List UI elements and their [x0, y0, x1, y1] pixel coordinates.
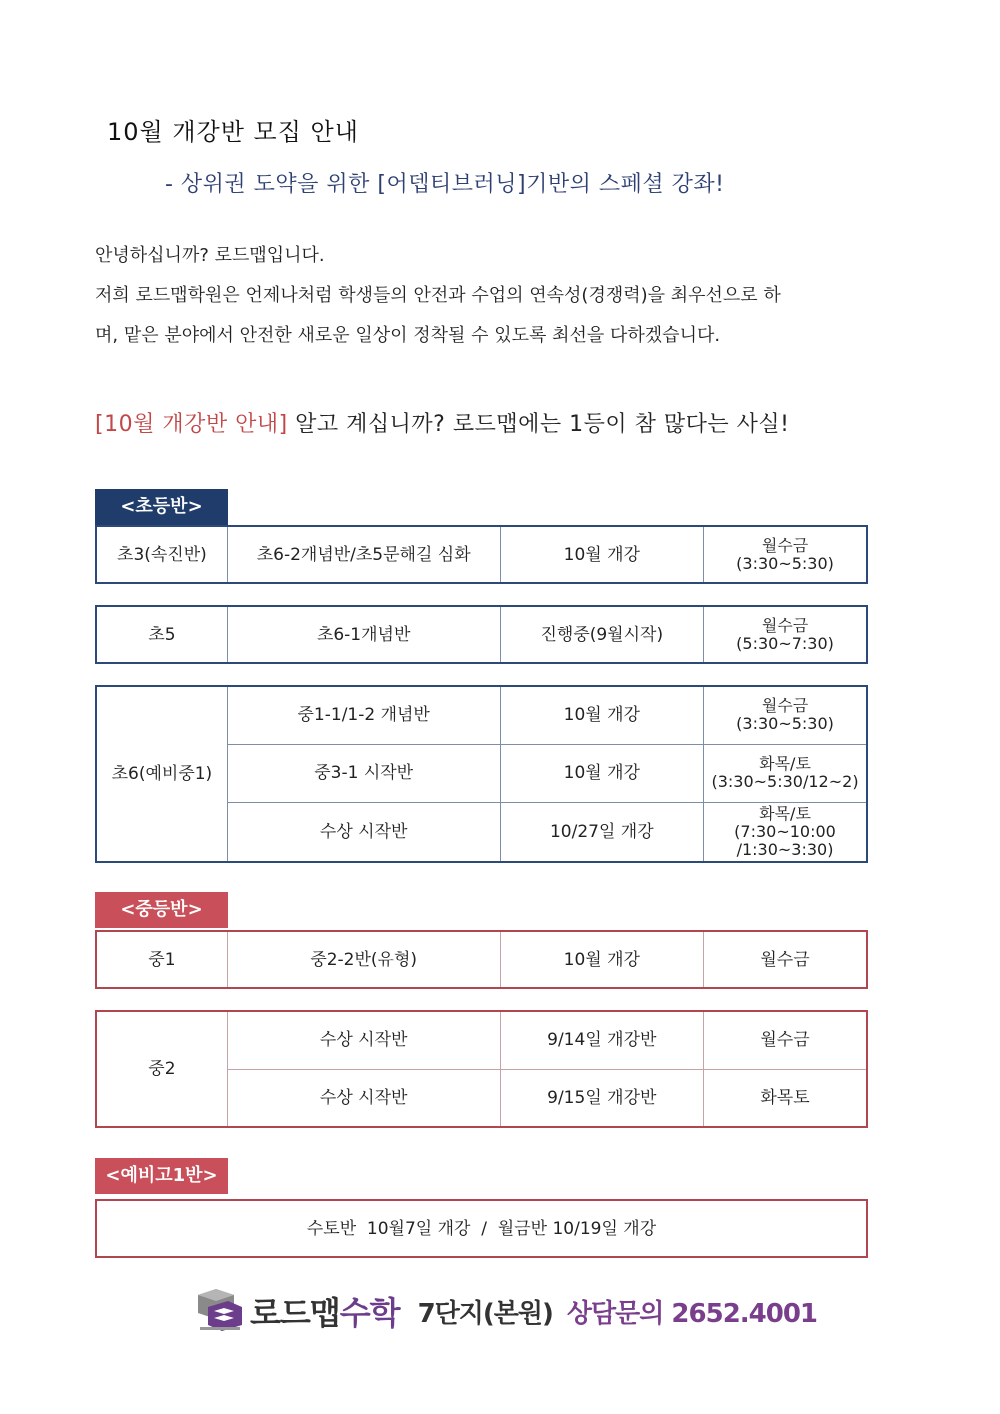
- table-row: [96, 1011, 867, 1069]
- highlight-text: 알고 계십니까? 로드맵에는 1등이 참 많다는 사실!: [287, 412, 790, 437]
- status-cell: 9/15일 개강반: [500, 1069, 704, 1127]
- table-row: [96, 686, 867, 744]
- status-cell: 진행중(9월시작): [500, 606, 704, 663]
- status-cell: 9/14일 개강반: [500, 1011, 704, 1069]
- footer-brand: [194, 1286, 817, 1336]
- schedule-cell: [704, 802, 867, 862]
- prehigh-table: [95, 1199, 868, 1258]
- schedule-time-2: /1:30~3:30): [736, 839, 834, 859]
- intro-line-2: 저희 로드맵학원은 언제나처럼 학생들의 안전과 수업의 연속성(경쟁력)을 최우선으로 하: [95, 285, 781, 306]
- prehigh-tab: <예비고1반>: [95, 1158, 228, 1194]
- contact-phone: 상담문의 2652.4001: [566, 1298, 818, 1329]
- elementary-table-2: [95, 605, 868, 664]
- level-cell: 초3(속진반): [96, 526, 227, 583]
- brand-name: [250, 1288, 400, 1334]
- schedule-time: (5:30~7:30): [736, 633, 834, 653]
- schedule-time: (3:30~5:30): [736, 553, 834, 573]
- brand-name-dark: 로드맵: [250, 1294, 340, 1332]
- course-cell: 중3-1 시작반: [227, 744, 500, 802]
- branch-name: 7단지(본원): [417, 1298, 553, 1329]
- table-row: [96, 526, 867, 583]
- schedule-time: (7:30~10:00: [734, 821, 836, 841]
- schedule-days: 화목/토: [759, 803, 811, 823]
- schedule-days: 화목/토: [759, 754, 811, 773]
- course-cell: 초6-1개념반: [227, 606, 500, 663]
- middle-tab: <중등반>: [95, 892, 228, 928]
- table-row: [96, 1200, 867, 1257]
- course-cell: 수상 시작반: [227, 802, 500, 862]
- brand-name-purple: 수학: [339, 1294, 400, 1332]
- page-subtitle: - 상위권 도약을 위한 [어뎁티브러닝]기반의 스페셜 강좌!: [165, 172, 725, 197]
- highlight-bracket: [10월 개강반 안내]: [95, 412, 288, 437]
- schedule-cell: 월수금: [704, 1011, 867, 1069]
- course-cell: 초6-2개념반/초5문해길 심화: [227, 526, 500, 583]
- status-cell: 10월 개강: [500, 744, 704, 802]
- course-cell: 중1-1/1-2 개념반: [227, 686, 500, 744]
- schedule-days: 월수금: [761, 535, 809, 555]
- schedule-time: (3:30~5:30): [736, 714, 834, 734]
- schedule-time: (3:30~5:30/12~2): [711, 772, 859, 791]
- schedule-cell: [704, 744, 867, 802]
- schedule-days: 월수금: [761, 615, 809, 635]
- table-row: [96, 606, 867, 663]
- middle-table-1: [95, 930, 868, 989]
- elementary-table-3: [95, 685, 868, 863]
- roadmap-logo-icon: [194, 1287, 246, 1335]
- highlight-line: [95, 407, 789, 438]
- status-cell: 10월 개강: [500, 526, 704, 583]
- schedule-cell: [704, 606, 867, 663]
- elementary-table-1: [95, 525, 868, 584]
- schedule-cell: [704, 686, 867, 744]
- status-cell: 10/27일 개강: [500, 802, 704, 862]
- schedule-cell: 화목토: [704, 1069, 867, 1127]
- table-row: [96, 931, 867, 988]
- status-cell: 10월 개강: [500, 931, 704, 988]
- status-cell: 10월 개강: [500, 686, 704, 744]
- intro-line-3: 며, 맡은 분야에서 안전한 새로운 일상이 정착될 수 있도록 최선을 다하겠습니다.: [95, 325, 721, 346]
- page-title: 10월 개강반 모집 안내: [107, 118, 359, 146]
- course-cell: 중2-2반(유형): [227, 931, 500, 988]
- course-cell: 수상 시작반: [227, 1011, 500, 1069]
- elementary-tab: <초등반>: [95, 489, 228, 525]
- middle-table-2: [95, 1010, 868, 1128]
- course-cell: 수상 시작반: [227, 1069, 500, 1127]
- level-cell: 중1: [96, 931, 227, 988]
- schedule-cell: 월수금: [704, 931, 867, 988]
- schedule-cell: [704, 526, 867, 583]
- prehigh-schedule-text: 수토반 10월7일 개강 / 월금반 10/19일 개강: [96, 1200, 867, 1257]
- intro-line-1: 안녕하십니까? 로드맵입니다.: [95, 245, 325, 266]
- intro-text: [95, 236, 910, 356]
- level-cell: 초6(예비중1): [96, 686, 227, 862]
- schedule-days: 월수금: [761, 696, 809, 716]
- level-cell: 중2: [96, 1011, 227, 1127]
- level-cell: 초5: [96, 606, 227, 663]
